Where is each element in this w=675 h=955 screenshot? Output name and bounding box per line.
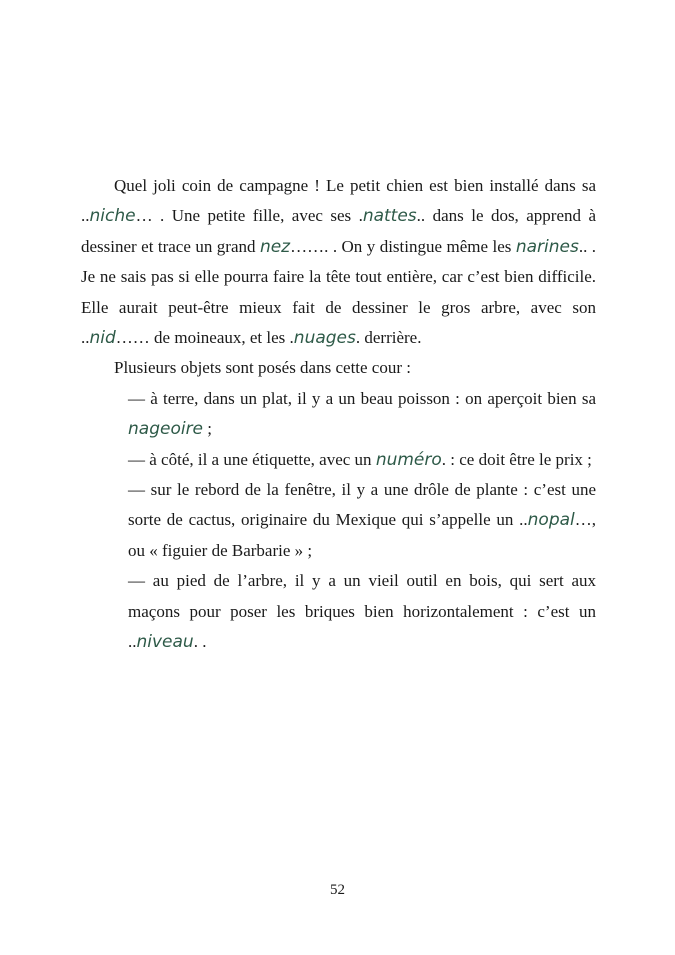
text-span: ; <box>203 419 212 439</box>
text-span: …, ou « figuier de Barbarie » ; <box>128 510 596 560</box>
handwritten-answer-nageoire: nageoire <box>128 419 204 440</box>
text-span: — à terre, dans un plat, il y a un beau poisson : on aperçoit bien sa <box>128 388 596 408</box>
handwritten-answer-numero: numéro <box>375 449 442 470</box>
paragraph-objects-intro: Plusieurs objets sont posés dans cette cour : <box>114 358 411 378</box>
handwritten-answer-nopal: nopal <box>527 510 575 531</box>
text-span: . . <box>193 632 207 652</box>
handwritten-answer-narines: narines <box>515 236 579 257</box>
handwritten-answer-nid: nid <box>89 328 116 349</box>
text-body <box>81 171 596 658</box>
text-span: .. dans le dos, apprend à dessiner et trace un grand <box>81 206 596 256</box>
handwritten-answer-niveau: niveau <box>136 632 194 653</box>
list-item-poisson <box>128 384 596 445</box>
text-span: . : ce doit être le prix ; <box>441 449 592 469</box>
text-span: .. . Je ne sais pas si elle pourra faire la tête tout entière, car c’est bien difficile. Elle aurait peut-être mieux fait de dessiner le gros arbre, avec son .. <box>81 236 597 348</box>
handwritten-answer-nattes: nattes <box>362 206 417 227</box>
list-item-etiquette <box>128 445 596 475</box>
text-span: — sur le rebord de la fenêtre, il y a une drôle de plante : c’est une sorte de cactus, originaire du Mexique qui s’appelle un .. <box>128 480 596 530</box>
handwritten-answer-nuages: nuages <box>293 328 356 349</box>
handwritten-answer-niche: niche <box>89 206 136 227</box>
list-item-outil <box>128 566 596 657</box>
text-span: …… de moineaux, et les . <box>115 328 294 348</box>
text-span: ……. . On y distingue même les <box>290 236 516 256</box>
handwritten-answer-nez: nez <box>259 236 291 257</box>
text-span: — au pied de l’arbre, il y a un vieil outil en bois, qui sert aux maçons pour poser les briques bien horizontalement : c’est un .. <box>128 571 596 652</box>
text-span: — à côté, il a une étiquette, avec un <box>128 449 376 469</box>
list-item-plante <box>128 475 596 566</box>
page-number: 52 <box>330 882 345 898</box>
text-span: … . Une petite fille, avec ses . <box>135 206 363 226</box>
text-span: . derrière. <box>355 328 422 348</box>
paragraph-courtyard <box>81 171 596 353</box>
text-span: Quel joli coin de campagne ! Le petit chien est bien installé dans sa .. <box>81 176 596 226</box>
